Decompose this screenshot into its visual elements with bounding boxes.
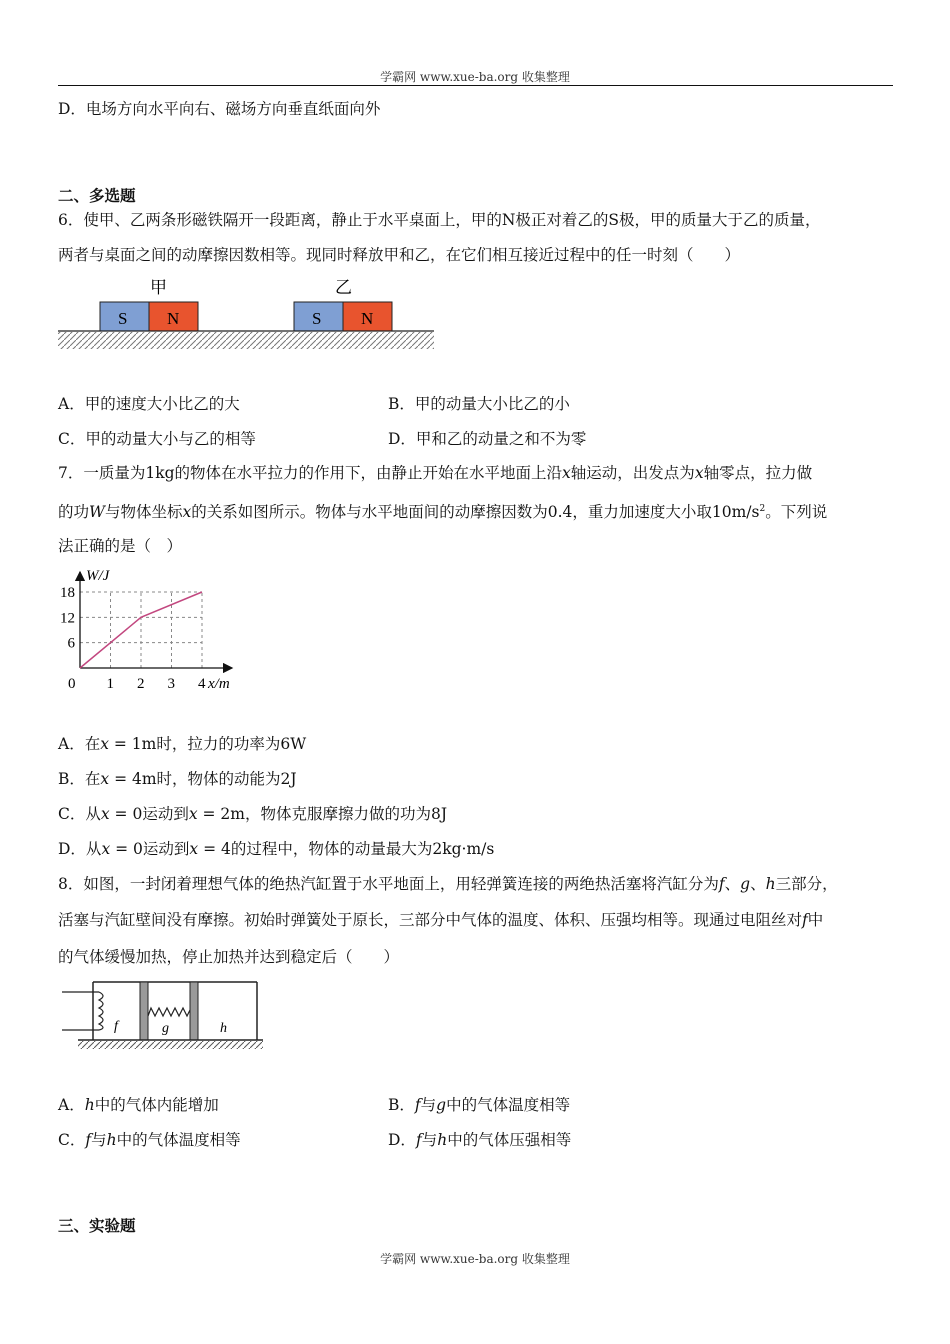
magnets-figure xyxy=(58,274,438,354)
table-hatching xyxy=(58,332,434,349)
jia-n-label: N xyxy=(167,309,180,328)
q8-option-d: D．f与h中的气体压强相等 xyxy=(388,1131,572,1149)
x-tick-label: 3 xyxy=(167,676,175,692)
q8-option-a: A．h中的气体内能增加 xyxy=(58,1096,219,1114)
page-footer: 学霸网 www.xue-ba.org 收集整理 xyxy=(380,1252,570,1266)
q6-option-a: A．甲的速度大小比乙的大 xyxy=(58,395,240,413)
label-h: h xyxy=(220,1021,227,1036)
piston-right xyxy=(190,982,198,1040)
q6-option-b: B．甲的动量大小比乙的小 xyxy=(388,395,570,413)
x-tick-label: 0 xyxy=(68,676,76,692)
q8-option-b: B．f与g中的气体温度相等 xyxy=(388,1096,571,1114)
q8-line3: 的气体缓慢加热，停止加热并达到稳定后（ ） xyxy=(58,948,400,966)
q6-option-d: D．甲和乙的动量之和不为零 xyxy=(388,430,587,448)
yi-n-label: N xyxy=(361,309,374,328)
q7-option-c: C．从x = 0运动到x = 2m，物体克服摩擦力做的功为8J xyxy=(58,805,448,823)
y-tick-label: 6 xyxy=(67,635,75,652)
y-tick-label: 18 xyxy=(60,585,75,601)
label-yi: 乙 xyxy=(335,278,352,297)
cylinder-figure xyxy=(58,976,263,1054)
q6-line1: 6．使甲、乙两条形磁铁隔开一段距离，静止于水平桌面上，甲的N极正对着乙的S极，甲的质量大于乙的质量， xyxy=(58,211,821,229)
x-tick-label: 2 xyxy=(137,676,145,692)
section2-title: 二、多选题 xyxy=(58,186,136,205)
y-tick-label: 12 xyxy=(60,610,75,627)
q7-option-a: A．在x = 1m时，拉力的功率为6W xyxy=(58,735,307,753)
section3-title: 三、实验题 xyxy=(58,1216,136,1235)
q5-option-d: D．电场方向水平向右、磁场方向垂直纸面向外 xyxy=(58,100,381,118)
jia-s-label: S xyxy=(118,309,128,328)
y-axis-label: W/J xyxy=(86,568,110,584)
piston-left xyxy=(140,982,148,1040)
work-displacement-chart xyxy=(58,564,248,694)
q8-option-c: C．f与h中的气体温度相等 xyxy=(58,1131,241,1149)
label-jia: 甲 xyxy=(150,278,167,297)
page-header: 学霸网 www.xue-ba.org 收集整理 xyxy=(380,70,570,84)
q7-option-b: B．在x = 4m时，物体的动能为2J xyxy=(58,770,297,788)
chart-ticks xyxy=(60,585,206,692)
q7-option-d: D．从x = 0运动到x = 4的过程中，物体的动量最大为2kg·m/s xyxy=(58,840,495,858)
x-tick-label: 4 xyxy=(198,676,206,692)
spring xyxy=(148,1008,190,1016)
q8-line1: 8．如图，一封闭着理想气体的绝热汽缸置于水平地面上，用轻弹簧连接的两绝热活塞将汽缸分为f、g、h三部分， xyxy=(58,875,838,893)
label-f: f xyxy=(114,1019,118,1034)
q7-line1: 7．一质量为1kg的物体在水平拉力的作用下，由静止开始在水平地面上沿x轴运动，出发点为x轴零点，拉力做 xyxy=(58,464,813,482)
label-g: g xyxy=(162,1021,169,1036)
chart-grid xyxy=(80,592,202,668)
q8-line2: 活塞与汽缸壁间没有摩擦。初始时弹簧处于原长，三部分中气体的温度、体积、压强均相等。现通过电阻丝对f中 xyxy=(58,911,824,929)
header-rule xyxy=(58,85,893,86)
yi-s-label: S xyxy=(312,309,322,328)
q6-line2: 两者与桌面之间的动摩擦因数相等。现同时释放甲和乙，在它们相互接近过程中的任一时刻（ ） xyxy=(58,246,741,264)
heater-coil xyxy=(99,992,103,1030)
ground-hatching xyxy=(78,1041,263,1049)
q6-option-c: C．甲的动量大小与乙的相等 xyxy=(58,430,256,448)
q7-line2: 的功W与物体坐标x的关系如图所示。物体与水平地面间的动摩擦因数为0.4，重力加速度大小取$10m/s^2$。下列说 xyxy=(58,503,828,522)
x-tick-label: 1 xyxy=(106,676,114,692)
x-axis-label: x/m xyxy=(208,676,230,692)
q7-line3: 法正确的是（ ） xyxy=(58,537,183,555)
